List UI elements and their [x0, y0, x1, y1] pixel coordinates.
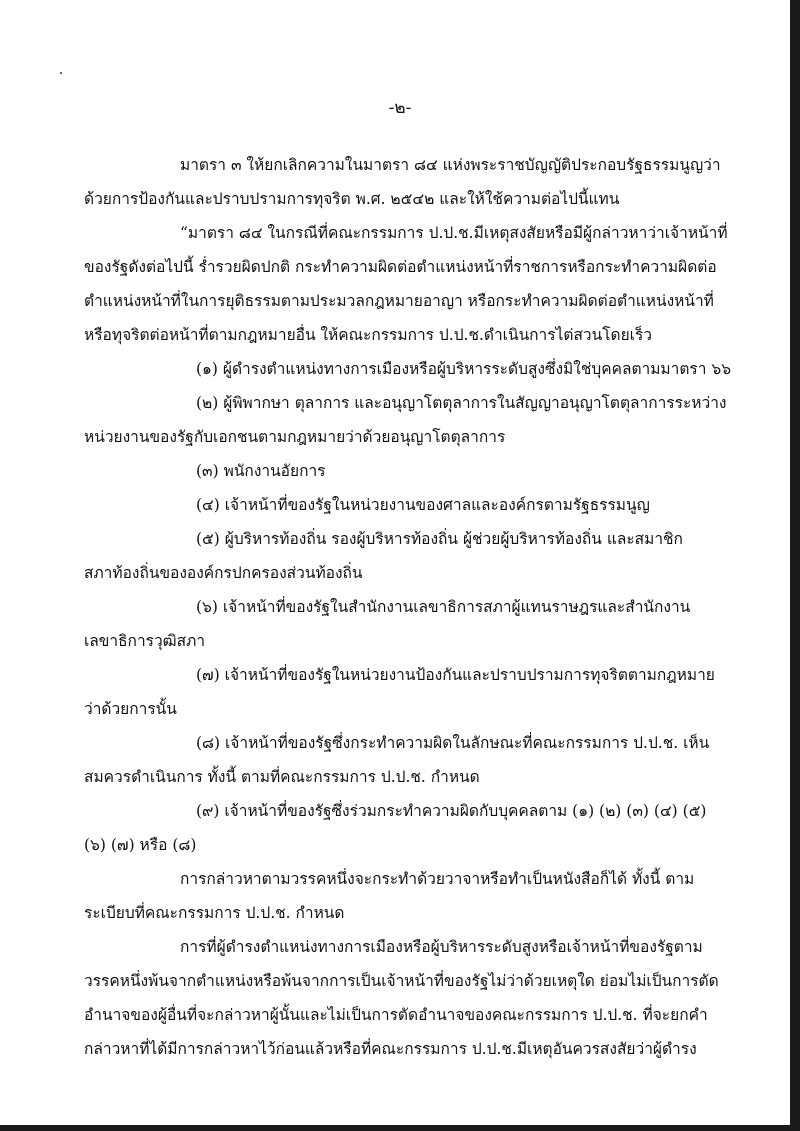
- text-line: หน่วยงานของรัฐกับเอกชนตามกฎหมายว่าด้วยอนุญาโตตุลาการ: [84, 428, 506, 446]
- text-line: ของรัฐดังต่อไปนี้ ร่ำรวยผิดปกติ กระทำความผิดต่อตำแหน่งหน้าที่ราชการหรือกระทำความผิดต่อ: [84, 258, 717, 276]
- scan-border-right: [790, 0, 800, 1131]
- text-line: (๓) พนักงานอัยการ: [196, 462, 326, 480]
- text-line: วรรคหนึ่งพ้นจากตำแหน่งหรือพ้นจากการเป็นเจ้าหน้าที่ของรัฐไม่ว่าด้วยเหตุใด ย่อมไม่เป็นการตัด: [84, 972, 719, 990]
- text-line: มาตรา ๓ ให้ยกเลิกความในมาตรา ๘๔ แห่งพระราชบัญญัติประกอบรัฐธรรมนูญว่า: [180, 156, 721, 174]
- text-line: (๙) เจ้าหน้าที่ของรัฐซึ่งร่วมกระทำความผิดกับบุคคลตาม (๑) (๒) (๓) (๔) (๕): [196, 802, 707, 820]
- text-line: เลขาธิการวุฒิสภา: [84, 632, 206, 650]
- document-body: [84, 148, 732, 1066]
- text-line: สภาท้องถิ่นขององค์กรปกครองส่วนท้องถิ่น: [84, 564, 363, 582]
- scan-border-bottom: [0, 1125, 800, 1131]
- text-line: (๑) ผู้ดำรงตำแหน่งทางการเมืองหรือผู้บริหารระดับสูงซึ่งมิใช่บุคคลตามมาตรา ๖๖: [196, 360, 732, 378]
- text-line: (๘) เจ้าหน้าที่ของรัฐซึ่งกระทำความผิดในลักษณะที่คณะกรรมการ ป.ป.ช. เห็น: [196, 734, 710, 752]
- text-line: อำนาจของผู้อื่นที่จะกล่าวหาผู้นั้นและไม่เป็นการตัดอำนาจของคณะกรรมการ ป.ป.ช. ที่จะยกคำ: [84, 1006, 708, 1024]
- text-line: ระเบียบที่คณะกรรมการ ป.ป.ช. กำหนด: [84, 904, 345, 922]
- text-line: (๒) ผู้พิพากษา ตุลาการ และอนุญาโตตุลาการในสัญญาอนุญาโตตุลาการระหว่าง: [196, 394, 727, 412]
- text-line: การกล่าวหาตามวรรคหนึ่งจะกระทำด้วยวาจาหรือทำเป็นหนังสือก็ได้ ทั้งนี้ ตาม: [180, 870, 695, 888]
- text-line: (๖) (๗) หรือ (๘): [84, 836, 197, 854]
- text-line: (๗) เจ้าหน้าที่ของรัฐในหน่วยงานป้องกันและปราบปรามการทุจริตตามกฎหมาย: [196, 666, 715, 684]
- text-line: (๔) เจ้าหน้าที่ของรัฐในหน่วยงานของศาลและองค์กรตามรัฐธรรมนูญ: [196, 496, 650, 514]
- text-line: ตำแหน่งหน้าที่ในการยุติธรรมตามประมวลกฎหมายอาญา หรือกระทำความผิดต่อตำแหน่งหน้าที่: [84, 292, 714, 310]
- text-line: ด้วยการป้องกันและปราบปรามการทุจริต พ.ศ. ๒๕๔๒ และให้ใช้ความต่อไปนี้แทน: [84, 190, 620, 208]
- text-line: (๖) เจ้าหน้าที่ของรัฐในสำนักงานเลขาธิการสภาผู้แทนราษฎรและสำนักงาน: [196, 598, 691, 616]
- page-number: -๒-: [388, 98, 412, 118]
- text-line: กล่าวหาที่ได้มีการกล่าวหาไว้ก่อนแล้วหรือที่คณะกรรมการ ป.ป.ช.มีเหตุอันควรสงสัยว่าผู้ดำรง: [84, 1040, 697, 1058]
- text-line: การที่ผู้ดำรงตำแหน่งทางการเมืองหรือผู้บริหารระดับสูงหรือเจ้าหน้าที่ของรัฐตาม: [180, 938, 703, 956]
- text-line: (๕) ผู้บริหารท้องถิ่น รองผู้บริหารท้องถิ่น ผู้ช่วยผู้บริหารท้องถิ่น และสมาชิก: [196, 530, 683, 548]
- text-line: “มาตรา ๘๔ ในกรณีที่คณะกรรมการ ป.ป.ช.มีเหตุสงสัยหรือมีผู้กล่าวหาว่าเจ้าหน้าที่: [180, 224, 728, 242]
- text-line: หรือทุจริตต่อหน้าที่ตามกฎหมายอื่น ให้คณะกรรมการ ป.ป.ช.ดำเนินการไต่สวนโดยเร็ว: [84, 326, 653, 344]
- text-line: ว่าด้วยการนั้น: [84, 700, 177, 718]
- text-line: สมควรดำเนินการ ทั้งนี้ ตามที่คณะกรรมการ ป.ป.ช. กำหนด: [84, 768, 480, 786]
- scan-speck: [60, 72, 62, 74]
